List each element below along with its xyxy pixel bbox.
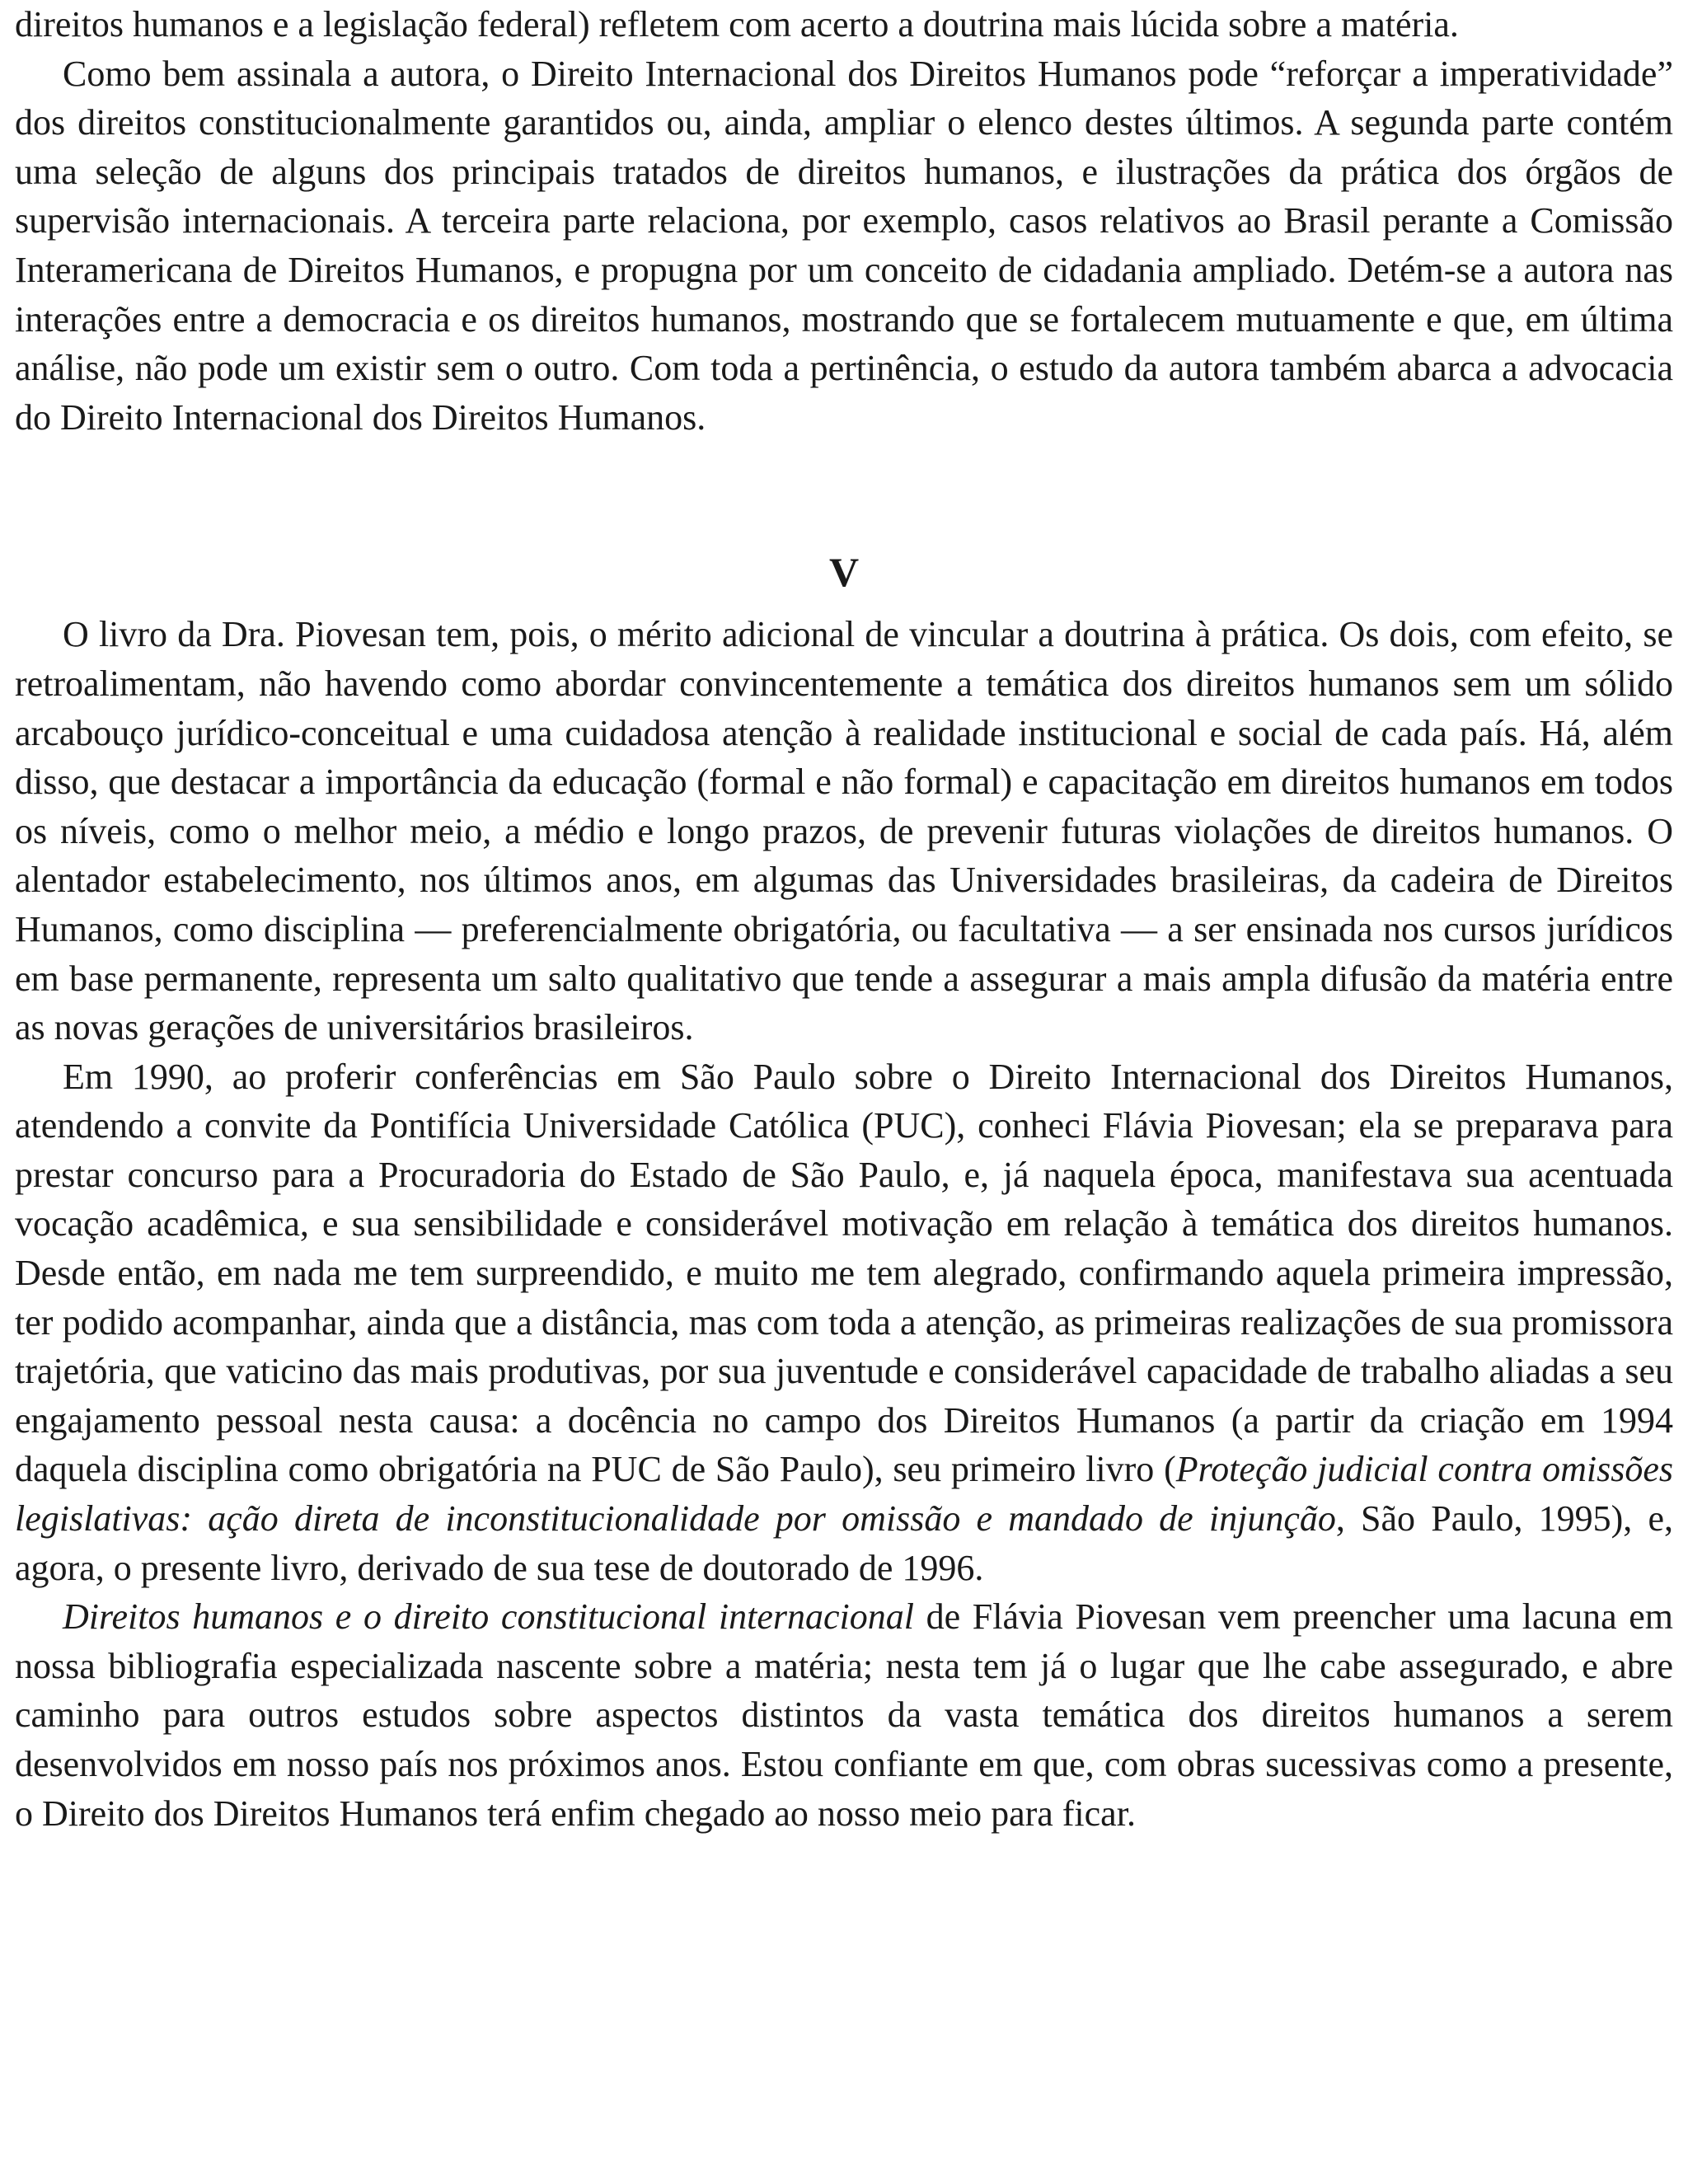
book-title-direitos-humanos: Direitos humanos e o direito constitucional internacional <box>63 1596 914 1638</box>
paragraph-author-trajectory <box>15 1052 1673 1839</box>
paragraph-continuation: direitos humanos e a legislação federal) refletem com acerto a doutrina mais lúcida sobre a matéria. <box>15 4 1459 45</box>
paragraph-text-part-1: Em 1990, ao proferir conferências em São Paulo sobre o Direito Internacional dos Direitos Humanos, atendendo a convite da Pontifícia Universidade Católica (PUC), conheci Flávia Piovesan; ela se preparava para prestar concurso para a Procuradoria do Estado de São Paulo, e, já naquela época, manifestava sua acentuada vocação acadêmica, e sua sensibilidade e considerável motivação em relação à temática dos direitos humanos. Desde então, em nada me tem surpreendido, e muito me tem alegrado, confirmando aquela primeira impressão, ter podido acompanhar, ainda que a distância, mas com toda a atenção, as primeiras realizações de sua promissora trajetória, que vaticino das mais produtivas, por sua juventude e considerável capacidade de trabalho aliadas a seu engajamento pessoal nesta causa: a docência no campo dos Direitos Humanos (a partir da criação em 1994 daquela disciplina como obrigatória na PUC de São Paulo), seu primeiro livro ( <box>15 1056 1673 1490</box>
paragraph-doctrine-practice: O livro da Dra. Piovesan tem, pois, o mérito adicional de vincular a doutrina à prática. Os dois, com efeito, se retroalimentam, não havendo como abordar convincentemente a temática dos direitos humanos sem um sólido arcabouço jurídico-conceitual e uma cuidadosa atenção à realidade institucional e social de cada país. Há, além disso, que destacar a importância da educação (formal e não formal) e capacitação em direitos humanos em todos os níveis, como o melhor meio, a médio e longo prazos, de prevenir futuras violações de direitos humanos. O alentador estabelecimento, nos últimos anos, em algumas das Universidades brasileiras, da cadeira de Direitos Humanos, como disciplina — preferencialmente obrigatória, ou facultativa — a ser ensinada nos cursos jurídicos em base permanente, representa um salto qualitativo que tende a assegurar a mais ampla difusão da matéria entre as novas gerações de universitários brasileiros. <box>15 614 1673 1048</box>
paragraph-international-law: Como bem assinala a autora, o Direito Internacional dos Direitos Humanos pode “reforçar a imperatividade” dos direitos constitucionalmente garantidos ou, ainda, ampliar o elenco destes últimos. A segunda parte contém uma seleção de alguns dos principais tratados de direitos humanos, e ilustrações da prática dos órgãos de supervisão internacionais. A terceira parte relaciona, por exemplo, casos relativos ao Brasil perante a Comissão Interamericana de Direitos Humanos, e propugna por um conceito de cidadania ampliado. Detém-se a autora nas interações entre a democracia e os direitos humanos, mostrando que se fortalecem mutuamente e que, em última análise, não pode um existir sem o outro. Com toda a pertinência, o estudo da autora também abarca a advocacia do Direito Internacional dos Direitos Humanos. <box>15 53 1673 438</box>
section-heading-v: V <box>828 549 860 596</box>
book-title-protecao-judicial: Proteção judicial contra omissões legislativas: ação direta de inconstitucionalidade por omissão e mandado de injunção <box>15 1449 1673 1540</box>
paragraph-text-part-2: , São Paulo, 1995), e, agora, o presente livro, derivado de sua tese de doutorado de 1996. <box>15 1498 1673 1588</box>
paragraph-text-part-3: de Flávia Piovesan vem preencher uma lacuna em nossa bibliografia especializada nascente sobre a matéria; nesta tem já o lugar que lhe cabe assegurado, e abre caminho para outros estudos sobre aspectos distintos da vasta temática dos direitos humanos a serem desenvolvidos em nosso país nos próximos anos. Estou confiante em que, com obras sucessivas como a presente, o Direito dos Direitos Humanos terá enfim chegado ao nosso meio para ficar. <box>15 1596 1673 1834</box>
document-page <box>15 0 1673 1838</box>
paragraph-closing <box>15 1592 1673 1838</box>
